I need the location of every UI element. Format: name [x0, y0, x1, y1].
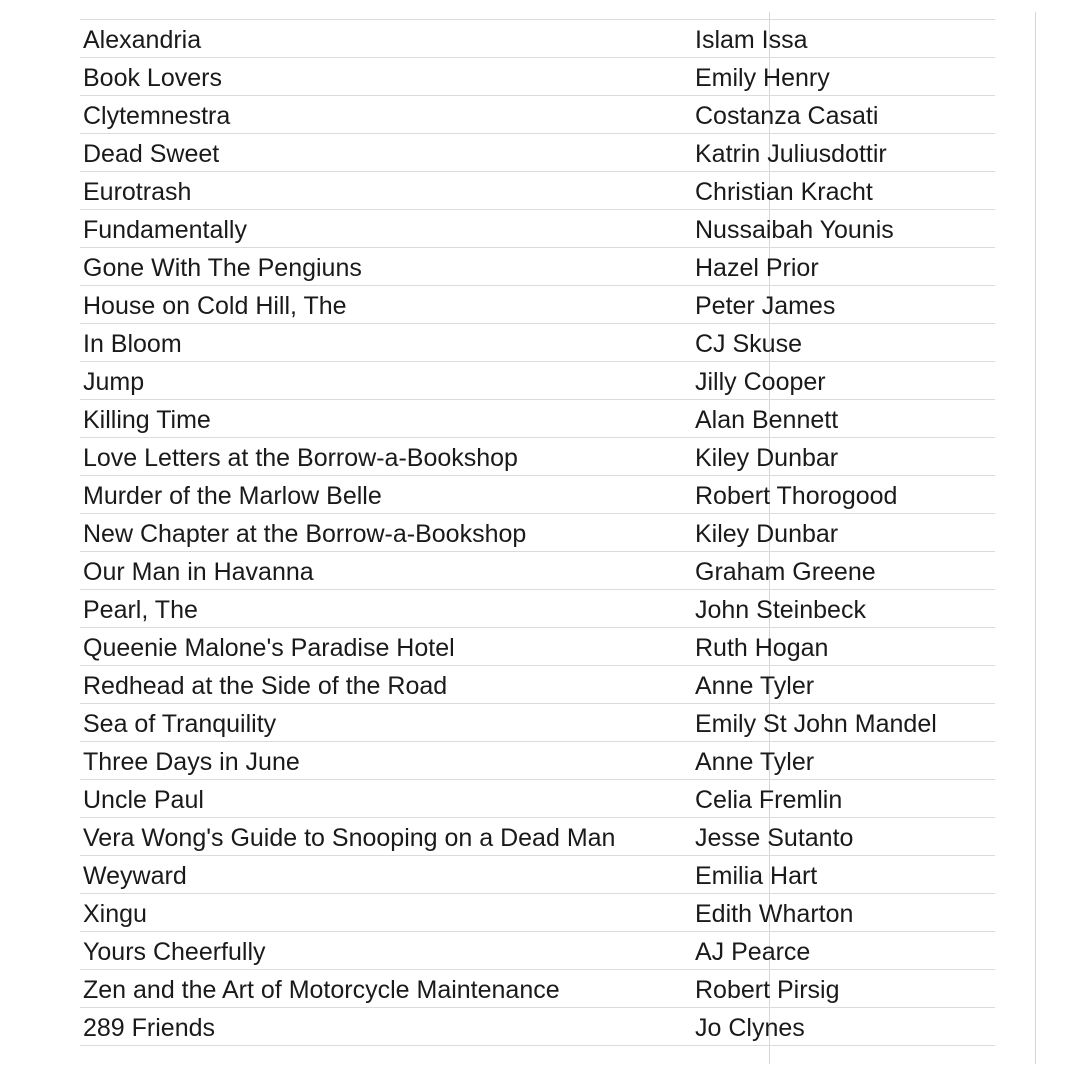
author-cell[interactable]: Emily Henry [695, 64, 830, 92]
table-row [80, 134, 995, 172]
book-title-cell[interactable]: Jump [83, 368, 145, 396]
book-title-cell[interactable]: Redhead at the Side of the Road [83, 672, 448, 700]
book-title-cell[interactable]: In Bloom [83, 330, 182, 358]
author-cell[interactable]: Kiley Dunbar [695, 444, 839, 472]
table-row [80, 552, 995, 590]
author-cell[interactable]: Islam Issa [695, 26, 808, 54]
book-title-cell[interactable]: Uncle Paul [83, 786, 204, 814]
book-title-cell[interactable]: 289 Friends [83, 1014, 216, 1042]
author-cell[interactable]: Emily St John Mandel [695, 710, 937, 738]
book-title-cell[interactable]: Weyward [83, 862, 187, 890]
table-row [80, 1008, 995, 1046]
book-title-cell[interactable]: Vera Wong's Guide to Snooping on a Dead Man [83, 824, 616, 852]
author-cell[interactable]: Jilly Cooper [695, 368, 826, 396]
column-divider [1035, 12, 1036, 1064]
book-title-cell[interactable]: Murder of the Marlow Belle [83, 482, 382, 510]
table-row [80, 476, 995, 514]
author-cell[interactable]: Nussaibah Younis [695, 216, 894, 244]
book-title-cell[interactable]: Sea of Tranquility [83, 710, 277, 738]
author-cell[interactable]: Ruth Hogan [695, 634, 829, 662]
table-row [80, 210, 995, 248]
book-title-cell[interactable]: Clytemnestra [83, 102, 231, 130]
table-row [80, 742, 995, 780]
author-cell[interactable]: Anne Tyler [695, 672, 815, 700]
author-cell[interactable]: CJ Skuse [695, 330, 802, 358]
table-row [80, 628, 995, 666]
table-row [80, 856, 995, 894]
book-title-cell[interactable]: Fundamentally [83, 216, 247, 244]
book-title-cell[interactable]: Pearl, The [83, 596, 198, 624]
table-row [80, 400, 995, 438]
table-row [80, 818, 995, 856]
book-title-cell[interactable]: Zen and the Art of Motorcycle Maintenance [83, 976, 560, 1004]
table-row [80, 438, 995, 476]
table-row [80, 362, 995, 400]
book-title-cell[interactable]: Queenie Malone's Paradise Hotel [83, 634, 455, 662]
book-title-cell[interactable]: Killing Time [83, 406, 211, 434]
book-title-cell[interactable]: Eurotrash [83, 178, 192, 206]
author-cell[interactable]: Hazel Prior [695, 254, 819, 282]
book-title-cell[interactable]: Love Letters at the Borrow-a-Bookshop [83, 444, 518, 472]
table-row [80, 20, 995, 58]
table-row [80, 666, 995, 704]
table-row [80, 970, 995, 1008]
table-row [80, 780, 995, 818]
author-cell[interactable]: Robert Thorogood [695, 482, 898, 510]
book-title-cell[interactable]: House on Cold Hill, The [83, 292, 347, 320]
book-title-cell[interactable]: Alexandria [83, 26, 202, 54]
book-title-cell[interactable]: Yours Cheerfully [83, 938, 266, 966]
author-cell[interactable]: Jo Clynes [695, 1014, 805, 1042]
table-row [80, 286, 995, 324]
author-cell[interactable]: John Steinbeck [695, 596, 866, 624]
book-title-cell[interactable]: Book Lovers [83, 64, 222, 92]
author-cell[interactable]: Kiley Dunbar [695, 520, 839, 548]
table-row [80, 96, 995, 134]
table-row [80, 248, 995, 286]
author-cell[interactable]: Celia Fremlin [695, 786, 843, 814]
table-row [80, 58, 995, 96]
author-cell[interactable]: Emilia Hart [695, 862, 818, 890]
book-title-cell[interactable]: Gone With The Pengiuns [83, 254, 362, 282]
table-row [80, 514, 995, 552]
table-row [80, 704, 995, 742]
author-cell[interactable]: Katrin Juliusdottir [695, 140, 887, 168]
author-cell[interactable]: Edith Wharton [695, 900, 854, 928]
author-cell[interactable]: Robert Pirsig [695, 976, 840, 1004]
book-title-cell[interactable]: New Chapter at the Borrow-a-Bookshop [83, 520, 527, 548]
author-cell[interactable]: Alan Bennett [695, 406, 839, 434]
author-cell[interactable]: Christian Kracht [695, 178, 873, 206]
book-list [80, 20, 995, 1046]
table-row [80, 590, 995, 628]
table-row [80, 324, 995, 362]
author-cell[interactable]: Peter James [695, 292, 836, 320]
author-cell[interactable]: Costanza Casati [695, 102, 879, 130]
table-row [80, 932, 995, 970]
author-cell[interactable]: Anne Tyler [695, 748, 815, 776]
author-cell[interactable]: Jesse Sutanto [695, 824, 854, 852]
book-title-cell[interactable]: Xingu [83, 900, 147, 928]
spreadsheet-grid [80, 20, 995, 1046]
author-cell[interactable]: Graham Greene [695, 558, 876, 586]
book-title-cell[interactable]: Our Man in Havanna [83, 558, 314, 586]
author-cell[interactable]: AJ Pearce [695, 938, 811, 966]
book-title-cell[interactable]: Dead Sweet [83, 140, 220, 168]
book-title-cell[interactable]: Three Days in June [83, 748, 300, 776]
table-row [80, 172, 995, 210]
table-row [80, 894, 995, 932]
